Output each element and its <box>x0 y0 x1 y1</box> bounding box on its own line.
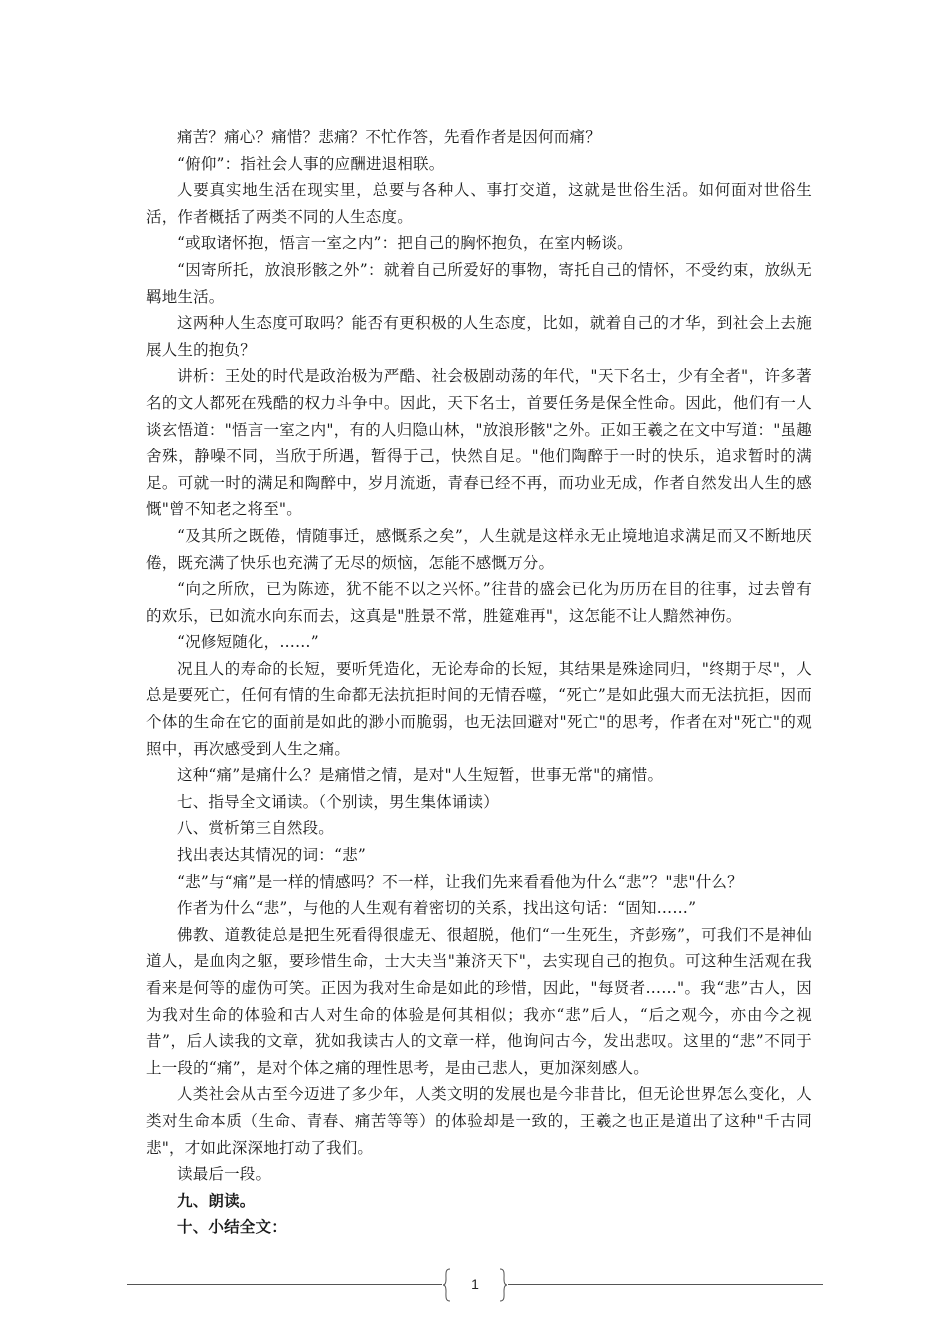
page-number-frame <box>442 1268 508 1302</box>
paragraph: “况修短随化，……” <box>177 633 319 652</box>
paragraph: “因寄所托，放浪形骸之外”：就着自己所爱好的事物，寄托自己的情怀，不受约束，放纵无羁地生活。 <box>146 260 812 306</box>
paragraph: “及其所之既倦，情随事迁，感慨系之矣”，人生就是这样永无止境地追求满足而又不断地厌倦，既充满了快乐也充满了无尽的烦恼，怎能不感慨万分。 <box>146 526 812 572</box>
paragraph: 佛教、道教徒总是把生死看得很虚无、很超脱，他们“一生死生，齐彭殇”，可我们不是神仙道人，是血肉之躯，要珍惜生命，士大夫当"兼济天下"，去实现自己的抱负。可这种生活观在我看来是何等的虚伪可笑。正因为我对生命是如此的珍惜，因此，"每贤者……"。我“悲”古人，因为我对生命的体验和古人对生命的体验是何其相似；我亦“悲”后人，“后之观今，亦由今之视昔”，后人读我的文章，犹如我读古人的文章一样，他询问古今，发出悲叹。这里的“悲”不同于上一段的“痛”，是对个体之痛的理性思考，是由己悲人，更加深刻感人。 <box>146 925 812 1077</box>
paragraph: 十、小结全文： <box>177 1217 287 1237</box>
paragraph: “或取诸怀抱，悟言一室之内”：把自己的胸怀抱负，在室内畅谈。 <box>177 234 633 253</box>
paragraph: 痛苦？痛心？痛惜？悲痛？不忙作答，先看作者是因何而痛？ <box>177 128 601 146</box>
paragraph: 这种“痛”是痛什么？是痛惜之情，是对"人生短暂，世事无常"的痛惜。 <box>177 766 664 785</box>
paragraph: “俯仰”：指社会人事的应酬进退相联。 <box>177 154 445 173</box>
paragraph: 人要真实地生活在现实里，总要与各种人、事打交道，这就是世俗生活。如何面对世俗生活，作者概括了两类不同的人生态度。 <box>146 181 812 226</box>
paragraph: 九、朗读。 <box>177 1190 256 1210</box>
paragraph: 作者为什么“悲”，与他的人生观有着密切的关系，找出这句话：“固知……” <box>177 899 697 918</box>
paragraph: 读最后一段。 <box>177 1165 272 1184</box>
paragraph: 七、指导全文诵读。（个别读，男生集体诵读） <box>177 792 499 811</box>
paragraph: 八、赏析第三自然段。 <box>177 819 335 838</box>
document-body <box>146 124 812 1241</box>
paragraph: 况且人的寿命的长短，要听凭造化，无论寿命的长短，其结果是殊途同归，"终期于尽"，人总是要死亡，任何有情的生命都无法抗拒时间的无情吞噬，“死亡”是如此强大而无法抗拒，因而个体的生命在它的面前是如此的渺小而脆弱，也无法回避对"死亡"的思考，作者在对"死亡"的观照中，再次感受到人生之痛。 <box>146 659 812 758</box>
paragraph: 这两种人生态度可取吗？能否有更积极的人生态度，比如，就着自己的才华，到社会上去施展人生的抱负？ <box>146 314 812 359</box>
paragraph: 人类社会从古至今迈进了多少年，人类文明的发展也是今非昔比，但无论世界怎么变化，人类对生命本质（生命、青春、痛苦等等）的体验却是一致的，王羲之也正是道出了这种"千古同悲"，才如此深深地打动了我们。 <box>146 1085 812 1157</box>
page-number: 1 <box>471 1276 479 1292</box>
paragraph: “向之所欣，已为陈迹，犹不能不以之兴怀。”往昔的盛会已化为历历在目的往事，过去曾有的欢乐，已如流水向东而去，这真是"胜景不常，胜筵难再"，这怎能不让人黯然神伤。 <box>146 580 812 625</box>
paragraph: 讲析：王处的时代是政治极为严酷、社会极剧动荡的年代，"天下名士，少有全者"，许多著名的文人都死在残酷的权力斗争中。因此，天下名士，首要任务是保全性命。因此，他们有一人谈玄悟道："悟言一室之内"，有的人归隐山林，"放浪形骸"之外。正如王羲之在文中写道："虽趣舍殊，静噪不同，当欣于所遇，暂得于己，快然自足。"他们陶醉于一时的快乐，追求暂时的满足。可就一时的满足和陶醉中，岁月流逝，青春已经不再，而功业无成，作者自然发出人生的感慨"曾不知老之将至"。 <box>146 367 812 519</box>
footer-rule-right <box>508 1284 823 1285</box>
paragraph: 找出表达其情况的词：“悲” <box>177 846 366 865</box>
paragraph: “悲”与“痛”是一样的情感吗？不一样，让我们先来看看他为什么“悲”？"悲"什么？ <box>177 872 743 891</box>
footer-rule-left <box>127 1284 442 1285</box>
